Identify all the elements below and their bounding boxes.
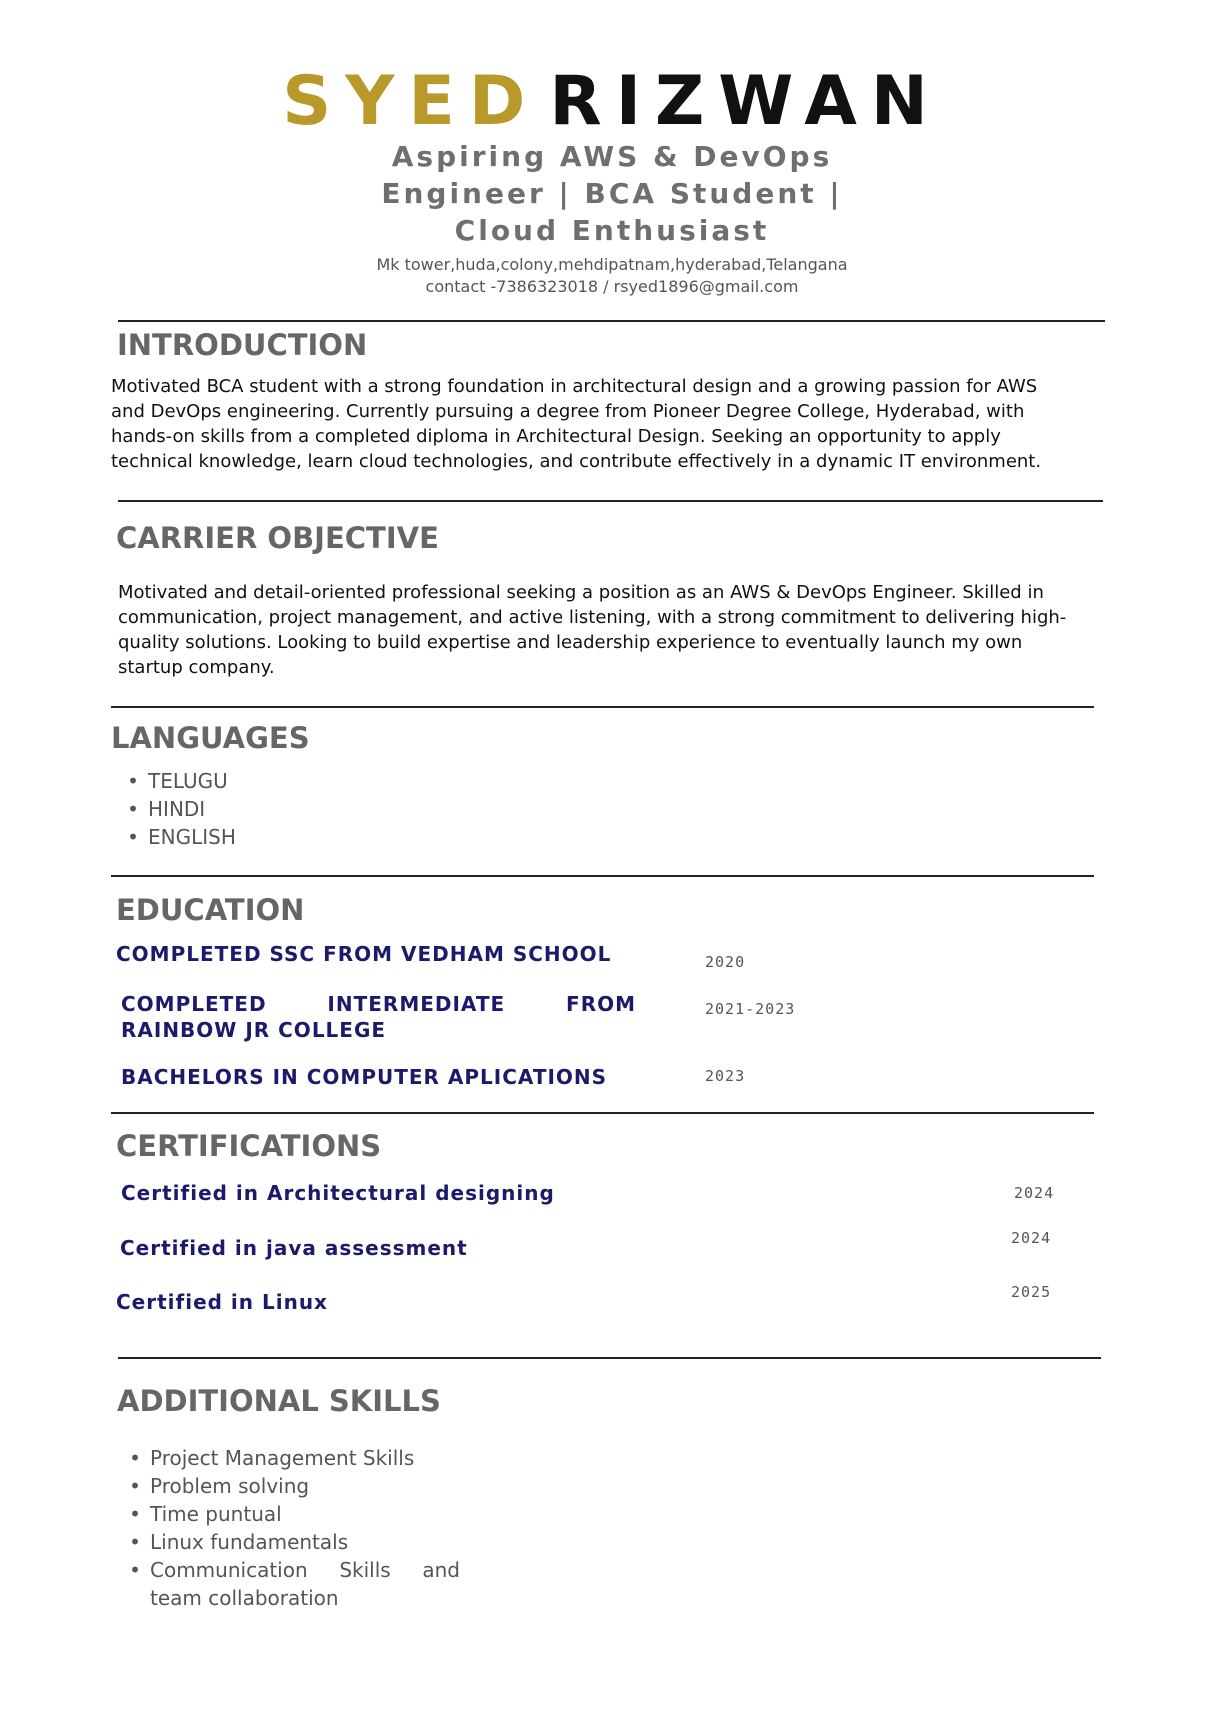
list-item [118,823,518,851]
language-label: TELUGU [148,769,228,793]
objective-text: Motivated and detail-oriented professional seeking a position as an AWS & DevOps Engineer. Skilled in communication, project management, and active listening, with a strong commitment to delivering high-quality solutions. Looking to build expertise and leadership experience to eventually launch my own startup company. [118,582,1067,678]
bullet-icon: • [129,1558,141,1582]
education-item-year: 2021-2023 [705,1000,796,1018]
education-item-label: COMPLETED SSC FROM VEDHAM SCHOOL [116,942,612,966]
certification-item-year: 2025 [1011,1283,1052,1301]
divider [111,706,1094,708]
education-item-year: 2020 [705,953,746,971]
skills-list [120,1444,460,1612]
list-item [118,767,518,795]
bullet-icon: • [127,797,139,821]
bullet-icon: • [129,1502,141,1526]
bullet-icon: • [127,769,139,793]
language-label: HINDI [148,797,206,821]
contact-info: contact -7386323018 / rsyed1896@gmail.com [425,277,799,296]
divider [111,875,1094,877]
skill-label: Linux fundamentals [150,1530,349,1554]
certification-item-label: Certified in Architectural designing [121,1181,555,1205]
address: Mk tower,huda,colony,mehdipatnam,hyderabad,Telangana [376,255,848,274]
skill-label: Communication Skills and team collaboration [150,1558,460,1610]
divider [118,500,1103,502]
certification-item-label: Certified in java assessment [120,1236,468,1260]
education-item-year: 2023 [705,1067,746,1085]
skills-title: ADDITIONAL SKILLS [117,1384,441,1418]
skill-label: Problem solving [150,1474,310,1498]
skill-label: Time puntual [150,1502,282,1526]
headline [362,138,862,249]
bullet-icon: • [129,1530,141,1554]
skill-label: Project Management Skills [150,1446,415,1470]
education-item-label: BACHELORS IN COMPUTER APLICATIONS [121,1065,608,1089]
education-title: EDUCATION [116,893,305,927]
certifications-title: CERTIFICATIONS [116,1129,382,1163]
languages-list [118,767,518,851]
last-name: RIZWAN [549,62,942,141]
divider [118,320,1105,322]
list-item [120,1528,460,1556]
languages-title: LANGUAGES [111,721,310,755]
list-item [120,1472,460,1500]
certification-item-year: 2024 [1014,1184,1055,1202]
bullet-icon: • [127,825,139,849]
language-label: ENGLISH [148,825,236,849]
headline-line: Aspiring AWS & DevOps [391,140,833,173]
headline-line: Engineer | BCA Student | [381,177,843,210]
list-item [120,1500,460,1528]
certification-item-year: 2024 [1011,1229,1052,1247]
education-item-label: COMPLETED INTERMEDIATE FROM RAINBOW JR COLLEGE [121,992,636,1042]
headline-line: Cloud Enthusiast [454,214,770,247]
divider [111,1112,1094,1114]
introduction-text: Motivated BCA student with a strong foundation in architectural design and a growing passion for AWS and DevOps engineering. Currently pursuing a degree from Pioneer Degree College, Hyderabad, with hands-on skills from a completed diploma in Architectural Design. Seeking an opportunity to apply technical knowledge, learn cloud technologies, and contribute effectively in a dynamic IT environment. [111,376,1042,472]
list-item [120,1556,460,1612]
certification-item-label: Certified in Linux [116,1290,328,1314]
divider [118,1357,1101,1359]
bullet-icon: • [129,1446,141,1470]
introduction-title: INTRODUCTION [117,328,368,362]
list-item [118,795,518,823]
resume-name [0,62,1224,142]
bullet-icon: • [129,1474,141,1498]
first-name: SYED [282,62,540,141]
list-item [120,1444,460,1472]
objective-title: CARRIER OBJECTIVE [116,521,439,555]
